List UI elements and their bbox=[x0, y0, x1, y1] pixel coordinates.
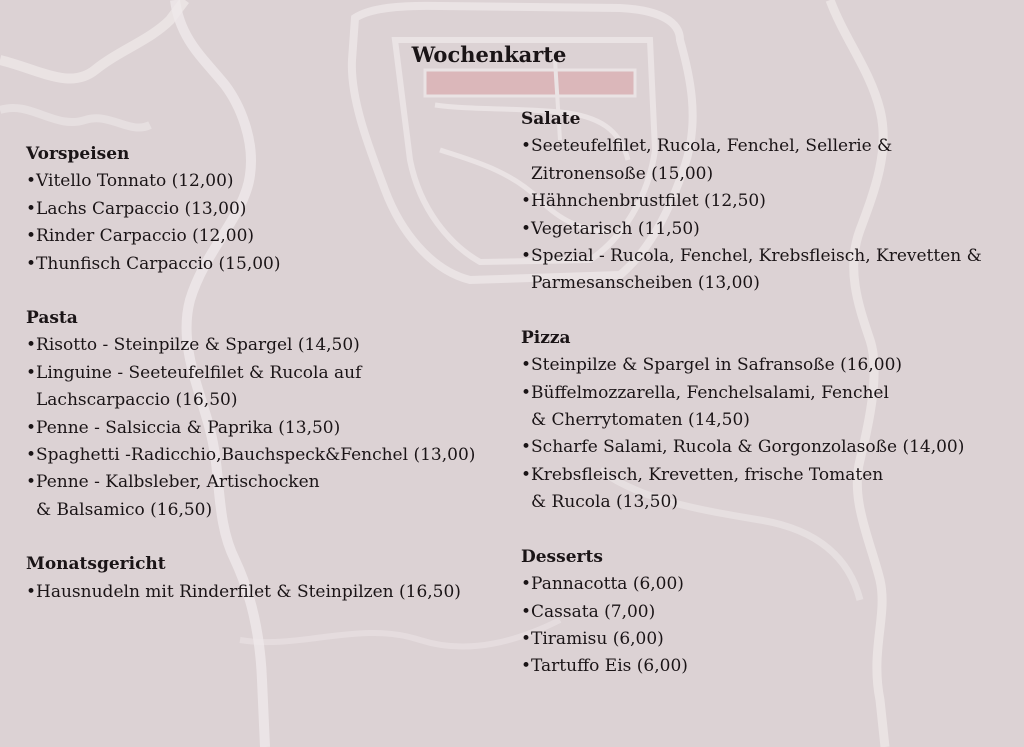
menu-section-vorspeisen bbox=[26, 141, 506, 278]
menu-column-left bbox=[26, 141, 506, 633]
menu-item bbox=[26, 223, 506, 250]
menu-item bbox=[26, 469, 506, 524]
menu-item bbox=[521, 133, 1011, 188]
section-heading: Monatsgericht bbox=[26, 554, 166, 575]
menu-item bbox=[521, 188, 1011, 215]
section-heading: Pizza bbox=[521, 327, 571, 348]
menu-item bbox=[26, 168, 506, 195]
menu-item-text: •Büffelmozzarella, Fenchelsalami, Fenchel bbox=[521, 382, 889, 403]
menu-item-text: •Steinpilze & Spargel in Safransoße (16,00) bbox=[521, 355, 903, 376]
menu-item-text: •Spezial - Rucola, Fenchel, Krebsfleisch, Krevetten & bbox=[521, 246, 982, 267]
menu-item bbox=[26, 251, 506, 278]
menu-item-text: •Scharfe Salami, Rucola & Gorgonzolasoße (14,00) bbox=[521, 437, 965, 458]
menu-item bbox=[521, 571, 1011, 598]
menu-item bbox=[521, 653, 1011, 680]
menu-item-text-continued: Parmesanscheiben (13,00) bbox=[531, 273, 760, 294]
menu-section-pizza bbox=[521, 325, 1011, 517]
menu-item-text-continued: & Rucola (13,50) bbox=[531, 492, 678, 513]
page-title: Wochenkarte bbox=[411, 42, 567, 67]
menu-item bbox=[521, 216, 1011, 243]
menu-item-text: •Pannacotta (6,00) bbox=[521, 574, 684, 595]
section-heading: Desserts bbox=[521, 546, 603, 567]
menu-section-monatsgericht bbox=[26, 551, 506, 606]
menu-item-text: •Cassata (7,00) bbox=[521, 601, 656, 622]
menu-section-pasta bbox=[26, 305, 506, 524]
menu-section-salate bbox=[521, 106, 1011, 298]
menu-item bbox=[26, 196, 506, 223]
menu-item-text: •Spaghetti -Radicchio,Bauchspeck&Fenchel (13,00) bbox=[26, 445, 476, 466]
menu-item-text: •Penne - Kalbsleber, Artischocken bbox=[26, 472, 320, 493]
menu-item bbox=[26, 442, 506, 469]
menu-item bbox=[521, 599, 1011, 626]
menu-item bbox=[26, 415, 506, 442]
menu-item bbox=[521, 626, 1011, 653]
menu-column-right bbox=[521, 106, 1011, 708]
section-heading: Pasta bbox=[26, 308, 78, 329]
menu-item bbox=[521, 352, 1011, 379]
menu-item bbox=[26, 332, 506, 359]
menu-item bbox=[521, 243, 1011, 298]
menu-section-desserts bbox=[521, 544, 1011, 681]
menu-item bbox=[521, 462, 1011, 517]
menu-item bbox=[26, 360, 506, 415]
menu-item-text: •Vitello Tonnato (12,00) bbox=[26, 171, 234, 192]
menu-item bbox=[521, 380, 1011, 435]
menu-item bbox=[26, 579, 506, 606]
menu-item-text: •Rinder Carpaccio (12,00) bbox=[26, 226, 255, 247]
menu-item-text: •Lachs Carpaccio (13,00) bbox=[26, 198, 247, 219]
menu-item-text: •Vegetarisch (11,50) bbox=[521, 218, 700, 239]
menu-item-text: •Krebsfleisch, Krevetten, frische Tomaten bbox=[521, 464, 884, 485]
menu-item-text-continued: Lachscarpaccio (16,50) bbox=[36, 390, 238, 411]
menu-item-text: •Tartuffo Eis (6,00) bbox=[521, 656, 688, 677]
menu-item-text: •Thunfisch Carpaccio (15,00) bbox=[26, 253, 281, 274]
menu-item-text: •Linguine - Seeteufelfilet & Rucola auf bbox=[26, 362, 362, 383]
menu-item-text: •Hähnchenbrustfilet (12,50) bbox=[521, 191, 766, 212]
menu-item-text-continued: & Balsamico (16,50) bbox=[36, 499, 213, 520]
menu-item-text: •Hausnudeln mit Rinderfilet & Steinpilzen (16,50) bbox=[26, 581, 461, 602]
section-heading: Vorspeisen bbox=[26, 144, 130, 164]
menu-item-text: •Seeteufelfilet, Rucola, Fenchel, Sellerie & bbox=[521, 136, 893, 157]
menu-item-text: •Risotto - Steinpilze & Spargel (14,50) bbox=[26, 335, 360, 356]
menu-item-text: •Penne - Salsiccia & Paprika (13,50) bbox=[26, 417, 341, 438]
menu-item bbox=[521, 434, 1011, 461]
menu-item-text-continued: & Cherrytomaten (14,50) bbox=[531, 410, 750, 431]
menu-item-text: •Tiramisu (6,00) bbox=[521, 628, 664, 649]
section-heading: Salate bbox=[521, 109, 581, 129]
menu-item-text-continued: Zitronensoße (15,00) bbox=[531, 163, 714, 184]
